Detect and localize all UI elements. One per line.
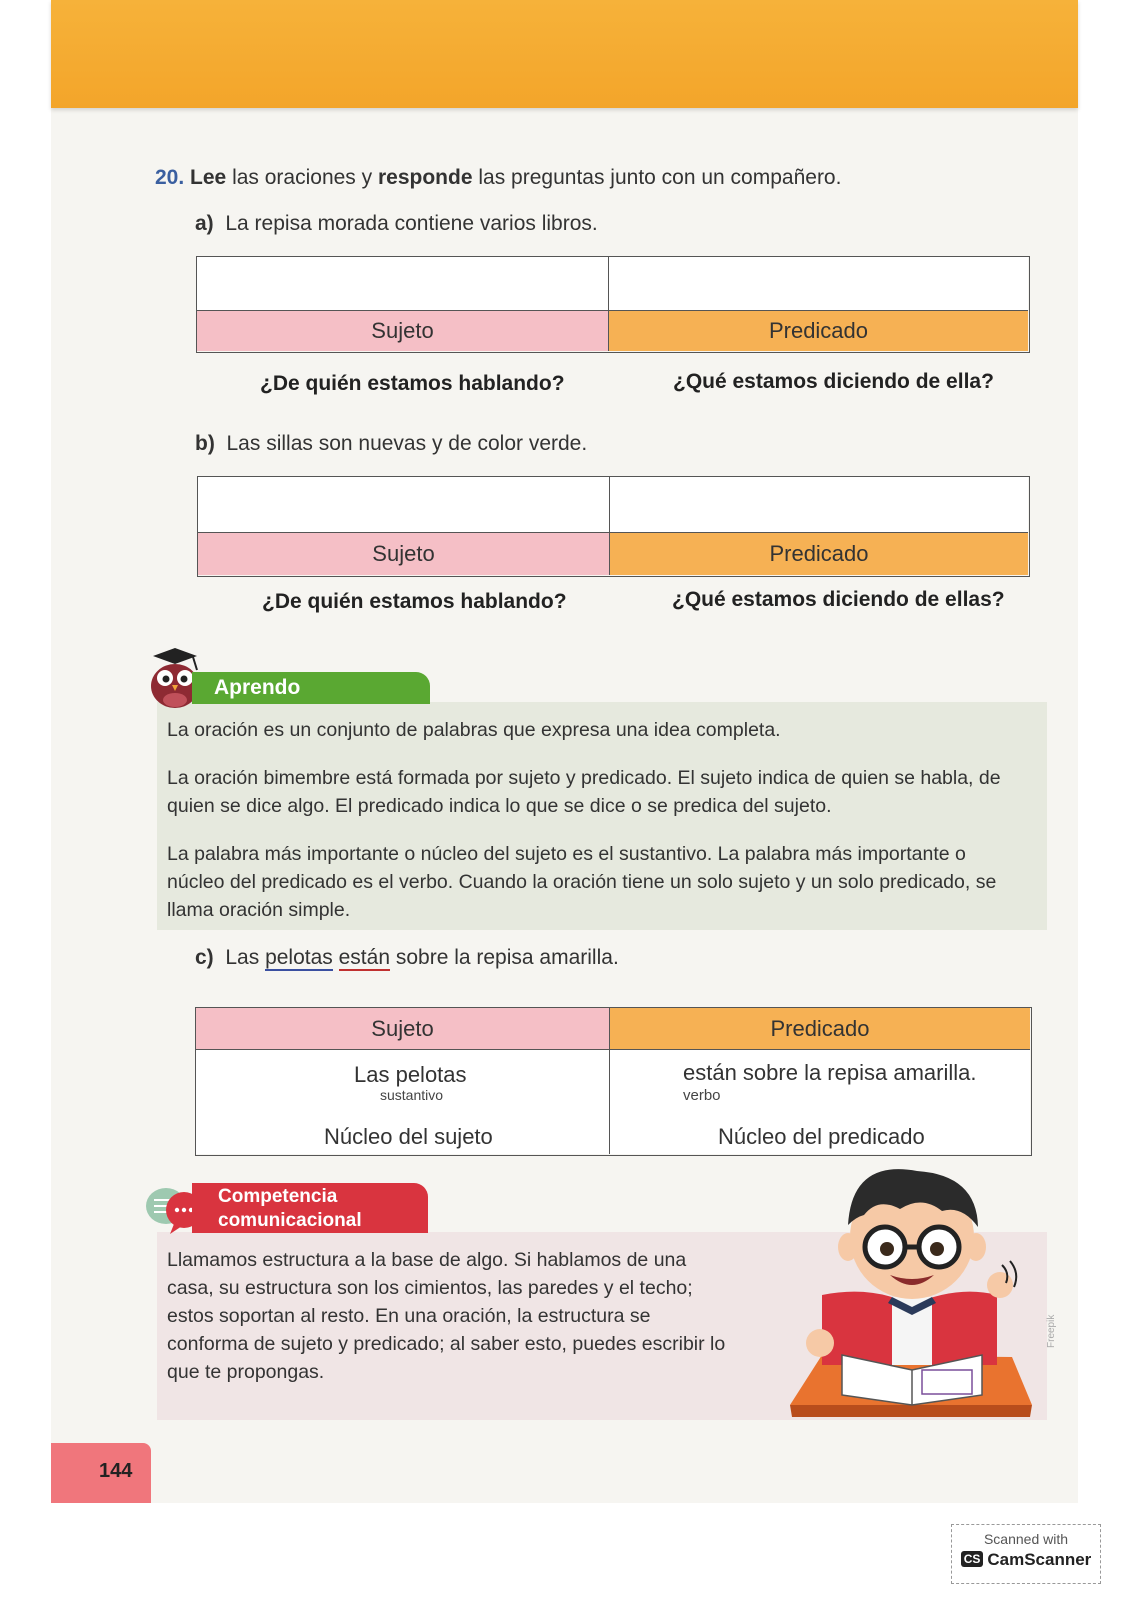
verb-lee: Lee [190,166,227,189]
table-b-sujeto-header: Sujeto [198,533,610,575]
competencia-tab [192,1183,428,1233]
aprendo-paragraph-3: La palabra más importante o núcleo del sujeto es el sustantivo. La palabra más importante o núcleo del predicado es el verbo. Cuando la oración tiene un solo sujeto y un solo predicado, se llama oración simple. [167,843,997,921]
table-a-question-predicado: ¿Qué estamos diciendo de ella? [673,370,994,393]
table-b-sujeto-answer[interactable] [198,477,610,533]
item-c-underlined-noun: pelotas [265,946,333,969]
aprendo-paragraph-1: La oración es un conjunto de palabras que expresa una idea completa. [167,719,781,741]
table-b-question-predicado: ¿Qué estamos diciendo de ellas? [672,588,1005,611]
item-c-sentence [195,946,619,970]
table-c-sujeto-header: Sujeto [196,1008,610,1050]
scanner-line-1: Scanned with [983,1531,1069,1547]
aprendo-paragraph-2: La oración bimembre está formada por sujeto y predicado. El sujeto indica de quien se habla, de quien se dice algo. El predicado indica lo que se dice o se predica del sujeto. [167,767,1001,817]
item-a-text: La repisa morada contiene varios libros. [225,212,598,235]
item-b-label: b) [195,432,215,455]
competencia-title-line-2: comunicacional [218,1210,362,1231]
question-number: 20. [155,166,185,189]
item-c-text-pre: Las [225,946,260,969]
table-a-predicado-header: Predicado [609,311,1028,351]
table-b-predicado-answer[interactable] [610,477,1028,533]
boy-studying-illustration [782,1165,1042,1440]
item-a-sentence [195,212,598,236]
instruction-text-1: las oraciones y [232,166,373,189]
table-c-nucleo-predicado: Núcleo del predicado [718,1124,925,1149]
scanner-watermark [951,1524,1101,1584]
image-credit: Freepik [1046,1314,1057,1348]
table-c-sujeto-value: Las pelotas [354,1062,467,1087]
table-a-sujeto-answer[interactable] [197,257,609,311]
page-number: 144 [51,1443,151,1503]
table-b-question-sujeto: ¿De quién estamos hablando? [262,590,567,613]
item-c-label: c) [195,946,214,969]
instruction-text-2: las preguntas junto con un compañero. [478,166,842,189]
competencia-title-line-1: Competencia [218,1186,338,1207]
scanner-line-2 [952,1550,1100,1570]
table-c-nucleo-sujeto: Núcleo del sujeto [324,1124,493,1149]
top-orange-banner [51,0,1078,108]
table-a [196,256,1030,353]
item-c-underlined-verb: están [338,946,390,969]
verb-responde: responde [378,166,473,189]
item-b-sentence [195,432,587,456]
question-20-instruction [155,166,841,190]
table-c-predicado-header: Predicado [610,1008,1030,1050]
table-c-predicado-value: están sobre la repisa amarilla. [683,1060,977,1085]
scanner-brand: CamScanner [987,1550,1092,1569]
table-b [197,476,1030,577]
aprendo-tab: Aprendo [192,672,430,704]
table-a-predicado-answer[interactable] [609,257,1028,311]
camscanner-logo-icon: CS [961,1551,984,1567]
item-c-text-post: sobre la repisa amarilla. [395,946,619,969]
item-a-label: a) [195,212,214,235]
item-b-text: Las sillas son nuevas y de color verde. [226,432,588,455]
table-b-predicado-header: Predicado [610,533,1028,575]
table-a-sujeto-header: Sujeto [197,311,609,351]
table-a-question-sujeto: ¿De quién estamos hablando? [260,372,565,395]
table-c-sujeto-note: sustantivo [380,1087,444,1103]
competencia-paragraph: Llamamos estructura a la base de algo. Si hablamos de una casa, su estructura son los cimientos, las paredes y el techo; estos soportan al resto. En una oración, la estructura se conforma de sujeto y predicado; al saber esto, puedes escribir lo que te propongas. [167,1249,726,1383]
table-c-predicado-note: verbo [683,1087,721,1104]
